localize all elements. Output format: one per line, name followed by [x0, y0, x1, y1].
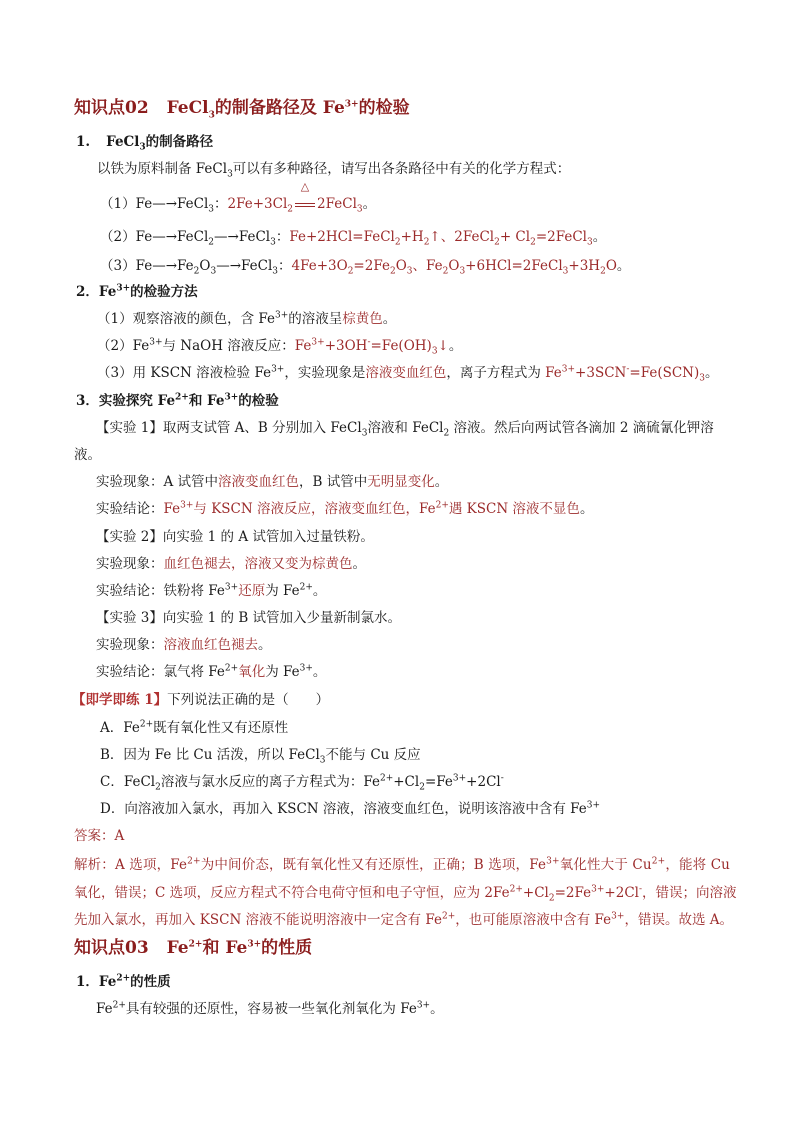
method-2: $(2)Fe^{3+}$与 NaOH 溶液反应：$Fe^{3+}+3OH^-=Fe(OH)_3↓$。	[97, 337, 463, 357]
subheading-prep-path: 1. FeCl$_3$的制备路径	[76, 134, 214, 153]
option-a: A．$Fe^{2+}$既有氧化性又有还原性	[100, 719, 289, 736]
method-3: （3）用 KSCN 溶液检验 $Fe^{3+}$，实验现象是溶液变血红色，离子方程式为 $Fe^{3+}+3SCN^-=Fe(SCN)_3$。	[97, 364, 719, 384]
section-heading-02: 知识点02 FeCl$_3$的制备路径及 $Fe^{3+}$的检验	[74, 98, 410, 121]
path-2: （2）Fe—→FeCl$_2$—→FeCl$_3$：$Fe+2HCl=FeCl_2+H_2↑$、2FeCl$_2$+ $Cl_2=2FeCl_3$。	[100, 229, 607, 248]
method-1: （1）观察溶液的颜色，含 $Fe^{3+}$的溶液呈棕黄色。	[97, 310, 397, 327]
experiment-1: 【实验 1】取两支试管 A、B 分别加入 FeCl$_3$溶液和 FeCl$_2$ 溶液。然后向两试管各滴加 2 滴硫氰化钾溶	[96, 420, 714, 439]
practice-question: 【即学即练 1】下列说法正确的是（ ）	[72, 692, 330, 708]
option-d: D．向溶液加入氯水，再加入 KSCN 溶液，溶液变血红色，说明该溶液中含有 $Fe^{3+}$	[100, 800, 601, 817]
section-heading-03: 知识点03 $Fe^{2+}$和 $Fe^{3+}$的性质	[74, 938, 313, 958]
heating-equals-sign: △	[293, 194, 317, 214]
subheading-fe2-props: 1．$Fe^{2+}$的性质	[76, 973, 171, 990]
path-3: $(3)Fe—\to Fe_2O_3—\to FeCl_3$：$4Fe+3O_2=2Fe_2O_3$、$Fe_2O_3+6HCl=2FeCl_3+3H_2O$。	[100, 258, 631, 277]
option-c: C．FeCl$_2$溶液与氯水反应的离子方程式为：$Fe^{2+}+Cl_2=Fe^{3+}+2Cl^-$	[100, 773, 504, 793]
fe2-body: $Fe^{2+}$具有较强的还原性，容易被一些氧化剂氧化为 $Fe^{3+}$。	[96, 1000, 444, 1017]
experiment-1-conclusion: 实验结论：$Fe^{3+}$与 KSCN 溶液反应，溶液变血红色，$Fe^{2+}$遇 KSCN 溶液不显色。	[96, 500, 594, 517]
experiment-1-observation: 实验现象：A 试管中溶液变血红色，B 试管中无明显变化。	[96, 474, 449, 490]
experiment-3: 【实验 3】向实验 1 的 B 试管加入少量新制氯水。	[96, 610, 402, 626]
experiment-2-observation: 实验现象：血红色褪去，溶液又变为棕黄色。	[96, 556, 366, 572]
experiment-3-observation: 实验现象：溶液血红色褪去。	[96, 637, 272, 653]
analysis-line-2: 氧化，错误；C 选项，反应方程式不符合电荷守恒和电子守恒，应为 $2Fe^{2+}+Cl_2=2Fe^{3+}+2Cl^-$，错误；向溶液	[74, 884, 737, 904]
subheading-fe3-test: 2．$Fe^{3+}$的检验方法	[76, 283, 198, 300]
answer: 答案：A	[74, 828, 125, 844]
experiment-3-conclusion: 实验结论：氯气将 $Fe^{2+}$氧化为 $Fe^{3+}$。	[96, 663, 327, 680]
experiment-2: 【实验 2】向实验 1 的 A 试管加入过量铁粉。	[96, 529, 374, 545]
intro-line: 以铁为原料制备 FeCl$_3$可以有多种路径，请写出各条路径中有关的化学方程式：	[97, 161, 571, 180]
experiment-1-cont: 液。	[74, 447, 101, 463]
analysis-line-1: 解析：A 选项，$Fe^{2+}$为中间价态，既有氧化性又有还原性，正确；B 选项，$Fe^{3+}$氧化性大于 $Cu^{2+}$，能将 Cu	[74, 856, 731, 873]
practice-label: 【即学即练 1】	[72, 692, 168, 708]
subheading-experiment: 3．实验探究 $Fe^{2+}$和 $Fe^{3+}$的检验	[76, 392, 279, 409]
option-b: B．因为 Fe 比 Cu 活泼，所以 FeCl$_3$不能与 Cu 反应	[100, 747, 421, 766]
analysis-line-3: 先加入氯水，再加入 KSCN 溶液不能说明溶液中一定含有 $Fe^{2+}$，也可能原溶液中含有 $Fe^{3+}$，错误。故选 A。	[74, 911, 733, 928]
path-1: （1）Fe—→FeCl$_3$：$2Fe+3Cl_2$ △ 2FeCl$_3$。	[100, 180, 377, 215]
experiment-2-conclusion: 实验结论：铁粉将 $Fe^{3+}$还原为 $Fe^{2+}$。	[96, 582, 327, 599]
